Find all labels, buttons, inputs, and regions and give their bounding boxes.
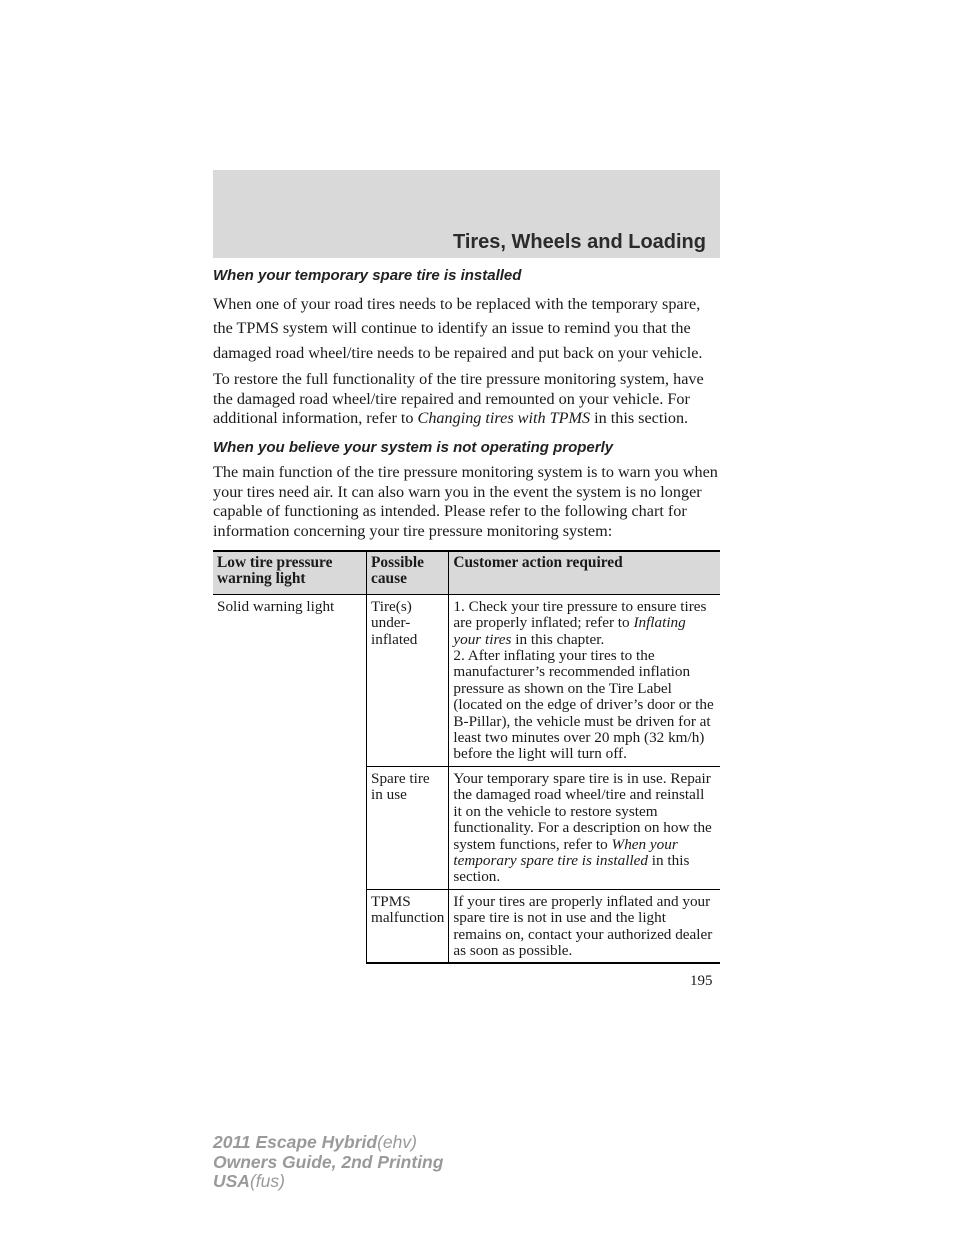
cause-cell: Spare tire in use — [367, 766, 449, 889]
cross-reference-link: Changing tires with TPMS — [417, 409, 591, 427]
action-cell — [449, 766, 720, 889]
page-content — [213, 266, 720, 964]
paragraph-restore — [213, 370, 720, 429]
warning-light-cell: Solid warning light — [213, 594, 367, 963]
cause-cell: Tire(s) under-inflated — [367, 594, 449, 766]
paragraph-restore-tail: in this section. — [594, 409, 689, 427]
table-row — [213, 594, 720, 766]
footer-imprint — [213, 1133, 443, 1192]
footer-model: 2011 Escape Hybrid — [213, 1132, 378, 1152]
action-step-2: 2. After inflating your tires to the manufacturer’s recommended inflation pressure as shown on the Tire Label (located on the edge of driver’s door or the B-Pillar), the vehicle must be driven for at least two minutes over 20 mph (32 km/h) before the light will turn off. — [453, 647, 714, 763]
section-heading-not-operating: When you believe your system is not operating properly — [213, 438, 614, 456]
footer-line-1 — [213, 1133, 443, 1153]
chapter-title: Tires, Wheels and Loading — [452, 231, 706, 253]
action-reference: Inflating your tires — [453, 614, 686, 648]
paragraph-restore-text: To restore the full functionality of the tire pressure monitoring system, have the damaged road wheel/tire repaired and remounted on your vehicle. For additional information, refer to — [213, 370, 704, 427]
footer-model-code: (ehv) — [377, 1132, 417, 1152]
page-number: 195 — [690, 973, 713, 989]
column-header-warning-light: Low tire pressure warning light — [213, 551, 367, 594]
action-reference: When your temporary spare tire is installed — [453, 835, 678, 869]
footer-market-code: (fus) — [249, 1171, 285, 1191]
action-cell: If your tires are properly inflated and your spare tire is not in use and the light remains on, contact your authorized dealer as soon as possible. — [449, 889, 720, 963]
action-cell — [449, 594, 720, 766]
table-header-row — [213, 551, 720, 594]
footer-market: USA — [213, 1171, 250, 1191]
tpms-chart — [213, 550, 720, 964]
cause-cell: TPMS malfunction — [367, 889, 449, 963]
action-text-tail: in this section. — [453, 851, 690, 886]
footer-line-3 — [213, 1172, 443, 1192]
header-band — [213, 170, 720, 258]
column-header-cause: Possible cause — [367, 551, 449, 594]
action-text: Your temporary spare tire is in use. Repair the damaged road wheel/tire and reinstall it on the vehicle to restore system functionality. For a description on how the system functions, refer to — [453, 769, 712, 853]
footer-line-2: Owners Guide, 2nd Printing — [213, 1151, 444, 1172]
paragraph-main-function: The main function of the tire pressure monitoring system is to warn you when your tires need air. It can also warn you in the event the system is no longer capable of functioning as intended. Please refer to the following chart for information concerning your tire pressure monitoring system: — [213, 463, 718, 540]
action-text: 1. Check your tire pressure to ensure tires are properly inflated; refer to — [453, 597, 707, 632]
section-heading-spare: When your temporary spare tire is installed — [213, 267, 522, 284]
column-header-action: Customer action required — [449, 551, 720, 594]
paragraph-spare-intro: When one of your road tires needs to be replaced with the temporary spare, the TPMS system will continue to identify an issue to remind you that the damaged road wheel/tire needs to be repaired and put back on your vehicle. — [213, 294, 703, 362]
action-text-tail: in this chapter. — [515, 630, 605, 648]
